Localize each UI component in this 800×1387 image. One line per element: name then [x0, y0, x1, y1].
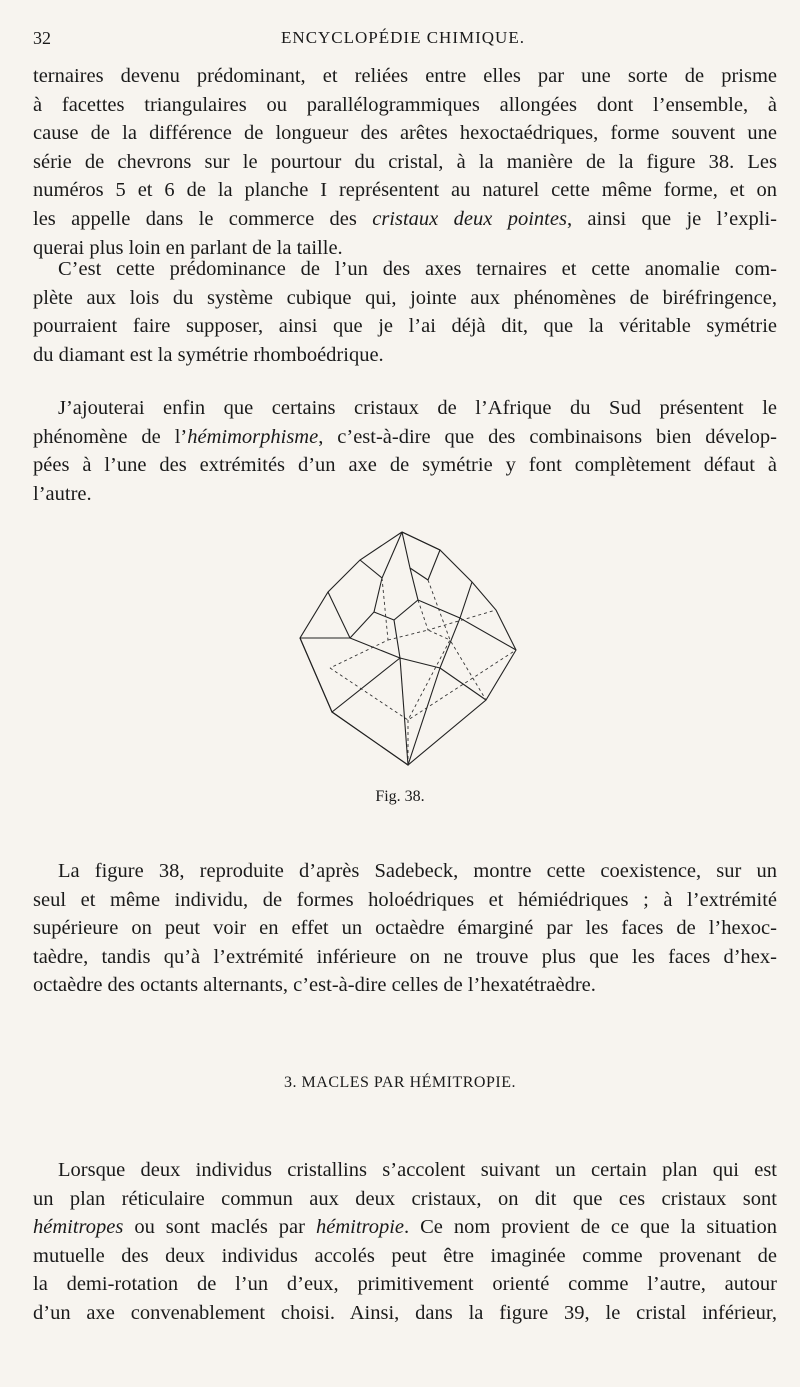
paragraph-1 [33, 62, 777, 262]
text-line: à facettes triangulaires ou parallélogrammiques allongées dont l’ensemble, à [33, 93, 777, 116]
crystal-figure [290, 520, 530, 770]
text-line: taèdre, tandis qu’à l’extrémité inférieure on ne trouve plus que les faces d’hex- [33, 945, 777, 968]
text-line: C’est cette prédominance de l’un des axes ternaires et cette anomalie com- [58, 258, 777, 280]
text-line: J’ajouterai enfin que certains cristaux de l’Afrique du Sud présentent le [58, 397, 777, 419]
text-line: d’un axe convenablement choisi. Ainsi, dans la figure 39, le cristal inférieur, [33, 1301, 777, 1324]
paragraph-3 [33, 394, 777, 508]
page-header [33, 28, 773, 56]
italic-term: hémitropie [315, 1216, 405, 1239]
text-line: ternaires devenu prédominant, et reliées entre elles par une sorte de prisme [33, 65, 777, 87]
text-line: l’autre. [33, 482, 92, 505]
figure-caption: Fig. 38. [375, 788, 425, 805]
text-line: pées à l’une des extrémités d’un axe de symétrie y font complètement défaut à [33, 454, 777, 477]
text-line: série de chevrons sur le pourtour du cristal, à la manière de la figure 38. Les [33, 150, 777, 173]
text-line-with-italic: les appelle dans le commerce des cristaux deux pointes, ainsi que je l’expli- [33, 207, 777, 230]
text-line-with-italic: phénomène de l’hémimorphisme, c’est-à-dire que des combinaisons bien dévelop- [33, 425, 777, 448]
italic-term: hémitropes [33, 1216, 124, 1239]
text-line: cause de la différence de longueur des arêtes hexoctaédriques, forme souvent une [33, 122, 777, 145]
text-line: du diamant est la symétrie rhomboédrique. [33, 343, 384, 366]
text-line: querai plus loin en parlant de la taille. [33, 236, 343, 259]
italic-term: hémimorphisme [187, 425, 319, 448]
running-title: ENCYCLOPÉDIE CHIMIQUE. [281, 28, 525, 47]
text-line-with-italic: hémitropes ou sont maclés par hémitropie. Ce nom provient de ce que la situation [33, 1216, 777, 1239]
text-line: pourraient faire supposer, ainsi que je l’ai déjà dit, que la véritable symétrie [33, 315, 777, 338]
text-line: Lorsque deux individus cristallins s’accolent suivant un certain plan qui est [58, 1159, 777, 1181]
text-line: la demi-rotation de l’un d’eux, primitivement orienté comme l’autre, autour [33, 1273, 777, 1296]
text-line: plète aux lois du système cubique qui, jointe aux phénomènes de biréfringence, [33, 286, 777, 309]
paragraph-4 [33, 857, 777, 1000]
paragraph-2 [33, 255, 777, 369]
text-line: seul et même individu, de formes holoédriques et hémiédriques ; à l’extrémité [33, 888, 777, 911]
section-heading: 3. MACLES PAR HÉMITROPIE. [284, 1074, 516, 1091]
text-line: un plan réticulaire commun aux deux cristaux, on dit que ces cristaux sont [33, 1187, 777, 1210]
paragraph-5 [33, 1156, 777, 1328]
italic-term: cristaux deux pointes [372, 207, 567, 230]
text-line: numéros 5 et 6 de la planche I représentent au naturel cette même forme, et on [33, 179, 777, 202]
hemimorphic-crystal-drawing [290, 520, 530, 770]
text-line: La figure 38, reproduite d’après Sadebeck, montre cette coexistence, sur un [58, 860, 777, 882]
text-line: mutuelle des deux individus accolés peut être imaginée comme provenant de [33, 1244, 777, 1267]
page-number: 32 [33, 28, 51, 48]
text-line: octaèdre des octants alternants, c’est-à-dire celles de l’hexatétraèdre. [33, 974, 596, 997]
text-line: supérieure on peut voir en effet un octaèdre émarginé par les faces de l’hexoc- [33, 917, 777, 940]
